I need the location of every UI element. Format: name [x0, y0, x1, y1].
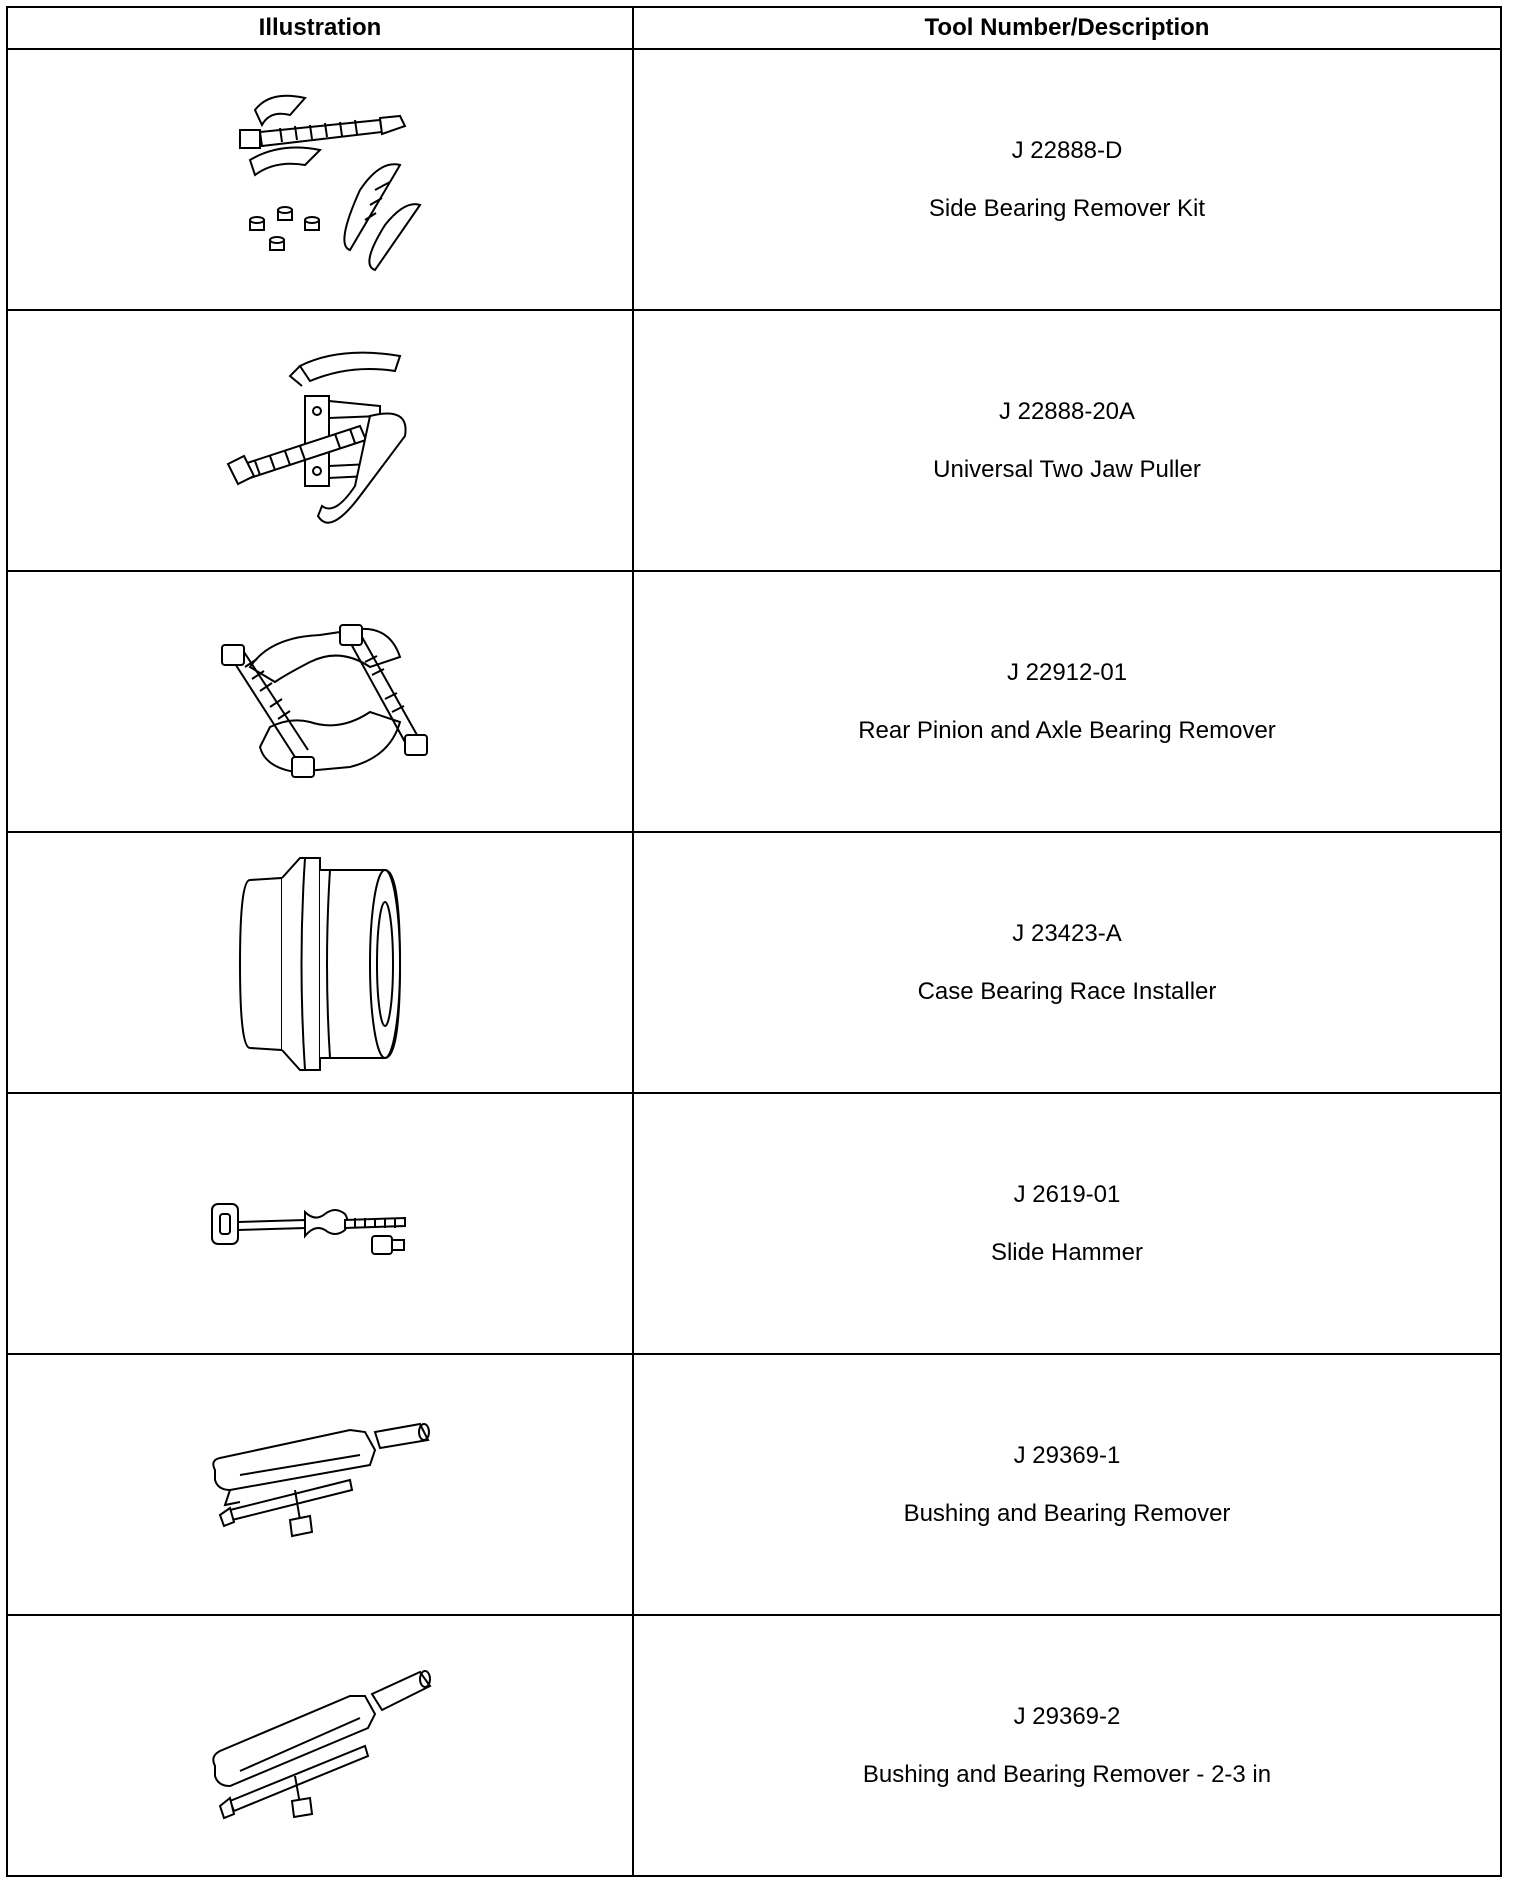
- tool-number: J 22912-01: [1006, 658, 1128, 686]
- tool-description-cell: [633, 1354, 1501, 1615]
- table-row: [7, 310, 1501, 571]
- tool-name: Rear Pinion and Axle Bearing Remover: [858, 716, 1276, 744]
- illustration-cell: [7, 49, 633, 310]
- tool-name: Case Bearing Race Installer: [917, 977, 1217, 1005]
- table-row: [7, 1354, 1501, 1615]
- tool-number: J 22888-D: [1011, 136, 1123, 164]
- tool-description-cell: [633, 1615, 1501, 1876]
- header-tool-description: Tool Number/Description: [633, 7, 1501, 49]
- special-tools-table: [6, 6, 1502, 1877]
- tool-name: Bushing and Bearing Remover: [903, 1499, 1231, 1527]
- table-row: [7, 571, 1501, 832]
- illustration-cell: [7, 310, 633, 571]
- tool-description-cell: [633, 832, 1501, 1093]
- tool-description-cell: [633, 1093, 1501, 1354]
- tool-description-cell: [633, 49, 1501, 310]
- table-header-row: [7, 7, 1501, 49]
- tool-number: J 29369-2: [1013, 1702, 1121, 1730]
- bushing-remover-icon: [200, 1420, 440, 1550]
- tool-number: J 29369-1: [1013, 1441, 1121, 1469]
- bushing-remover-large-icon: [200, 1666, 440, 1826]
- bearing-remover-kit-icon: [210, 80, 430, 280]
- tool-name: Universal Two Jaw Puller: [933, 455, 1201, 483]
- tool-description-cell: [633, 571, 1501, 832]
- slide-hammer-icon: [200, 1184, 440, 1264]
- table-row: [7, 832, 1501, 1093]
- header-illustration: Illustration: [7, 7, 633, 49]
- illustration-cell: [7, 832, 633, 1093]
- two-jaw-puller-icon: [210, 336, 430, 546]
- tool-number: J 2619-01: [1013, 1180, 1121, 1208]
- race-installer-icon: [220, 850, 420, 1075]
- tool-description-cell: [633, 310, 1501, 571]
- table-row: [7, 1615, 1501, 1876]
- tool-name: Bushing and Bearing Remover - 2-3 in: [862, 1760, 1272, 1788]
- illustration-cell: [7, 571, 633, 832]
- table-row: [7, 1093, 1501, 1354]
- illustration-cell: [7, 1093, 633, 1354]
- tool-name: Slide Hammer: [990, 1238, 1144, 1266]
- illustration-cell: [7, 1354, 633, 1615]
- table-row: [7, 49, 1501, 310]
- tool-name: Side Bearing Remover Kit: [928, 194, 1206, 222]
- illustration-cell: [7, 1615, 633, 1876]
- tool-number: J 23423-A: [1012, 919, 1122, 947]
- tool-number: J 22888-20A: [998, 397, 1136, 425]
- bearing-separator-icon: [200, 607, 440, 797]
